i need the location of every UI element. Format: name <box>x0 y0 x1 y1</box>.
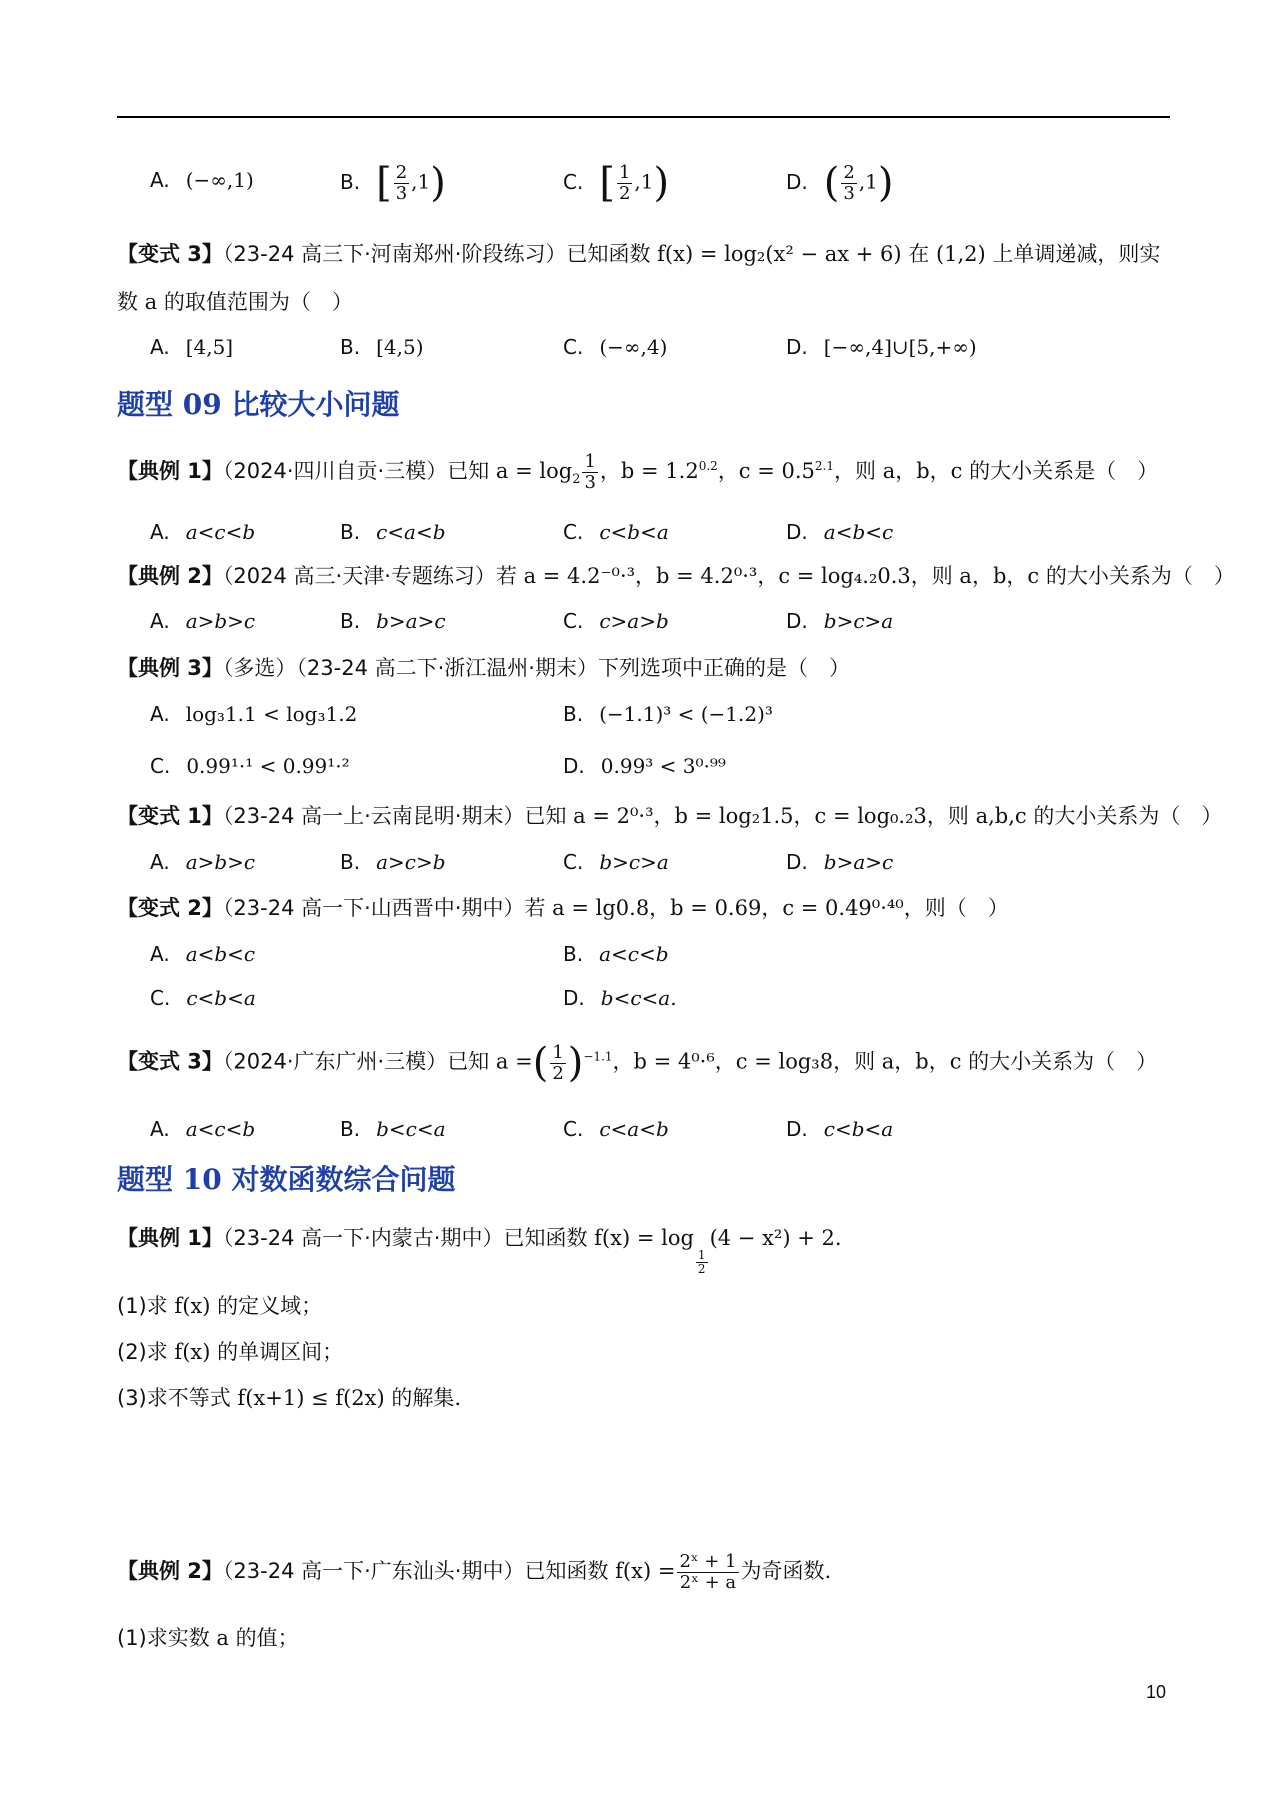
variant3-top-question: 【变式 3】（23-24 高三下·河南郑州·阶段练习）已知函数 f(x) = log₂(x² − ax + 6) 在 (1,2) 上单调递减，则实 <box>117 242 1161 266</box>
variant1-option-a: A. a>b>c <box>150 850 256 874</box>
variant2-option-a: A. a<b<c <box>150 942 256 966</box>
example1-option-d: D. a<b<c <box>786 520 894 544</box>
example2-option-a: A. a>b>c <box>150 609 256 633</box>
example2-question: 【典例 2】（2024 高三·天津·专题练习）若 a = 4.2⁻⁰·³，b = 4.2⁰·³，c = log₄.₂0.3，则 a，b，c 的大小关系为（ ） <box>117 564 1235 588</box>
variant3-top-question-line2: 数 a 的取值范围为（ ） <box>117 290 353 314</box>
variant2-option-d: D. b<c<a. <box>563 986 677 1010</box>
variant3-top-option-b: B. [4,5) <box>340 335 424 359</box>
variant1-option-c: C. b>c>a <box>563 850 669 874</box>
section-09-heading: 题型 09 比较大小问题 <box>117 388 400 421</box>
example2-option-c: C. c>a>b <box>563 609 669 633</box>
example2-option-b: B. b>a>c <box>340 609 446 633</box>
variant1-question: 【变式 1】（23-24 高一上·云南昆明·期末）已知 a = 2⁰·³，b = log₂1.5，c = log₀.₂3，则 a,b,c 的大小关系为（ ） <box>117 804 1223 828</box>
example3-option-c: C. 0.99¹·¹ < 0.99¹·² <box>150 754 350 778</box>
header-rule <box>117 116 1170 118</box>
example3-option-a: A. log₃1.1 < log₃1.2 <box>150 702 358 726</box>
prev-option-b: B. [ $\frac{2}{3}$ ,1) <box>340 160 446 206</box>
variant1-option-d: D. b>a>c <box>786 850 894 874</box>
example3-option-b: B. (−1.1)³ < (−1.2)³ <box>563 702 773 726</box>
example2-option-d: D. b>c>a <box>786 609 894 633</box>
example3-question: 【典例 3】（多选）（23-24 高二下·浙江温州·期末）下列选项中正确的是（ ） <box>117 656 850 680</box>
variant3-question: 【变式 3】（2024·广东广州·三模）已知 a =( $\frac{1}{2}$ )$^{-1.1}$，b = 4⁰·⁶，c = log₃8，则 a，b，c 的大小关系为（ ） <box>117 1040 1158 1086</box>
variant2-option-b: B. a<c<b <box>563 942 669 966</box>
example1-question: 【典例 1】（2024·四川自贡·三模）已知 $a = \log_2$ $\frac{1}{3}$ ，$b = 1.2^{0.2}$，$c = 0.5^{2.1}$，则 a，b，c 的大小关系是（ ） <box>117 451 1159 493</box>
variant3-top-option-c: C. (−∞,4) <box>563 335 668 359</box>
example1-option-c: C. c<b<a <box>563 520 669 544</box>
section10-example2-part1: (1)求实数 a 的值； <box>117 1626 299 1650</box>
variant3-option-b: B. b<c<a <box>340 1117 446 1141</box>
prev-option-a: A. (−∞,1) <box>150 168 254 192</box>
variant3-option-c: C. c<a<b <box>563 1117 669 1141</box>
section10-example2-question: 【典例 2】（23-24 高一下·广东汕头·期中）已知函数 f(x) = $\frac{\text{2ˣ + 1}}{\text{2ˣ + a}}$ 为奇函数. <box>117 1551 832 1593</box>
section10-example1-part1: (1)求 f(x) 的定义域； <box>117 1294 323 1318</box>
prev-option-c: C. [ $\frac{1}{2}$ ,1) <box>563 160 670 206</box>
example3-option-d: D. 0.99³ < 3⁰·⁹⁹ <box>563 754 726 778</box>
example1-option-a: A. a<c<b <box>150 520 256 544</box>
section10-example1-part3: (3)求不等式 f(x+1) ≤ f(2x) 的解集. <box>117 1386 462 1410</box>
section10-example1-question: 【典例 1】（23-24 高一下·内蒙古·期中）已知函数 f(x) = log $\frac{1}{2}$ (4 − x²) + 2. <box>117 1226 842 1277</box>
section10-example1-part2: (2)求 f(x) 的单调区间； <box>117 1340 344 1364</box>
variant3-option-d: D. c<b<a <box>786 1117 894 1141</box>
variant3-top-option-a: A. [4,5] <box>150 335 234 359</box>
prev-option-d: D. ( $\frac{2}{3}$ ,1) <box>786 160 894 206</box>
page-number: 10 <box>1146 1682 1167 1702</box>
section-10-heading: 题型 10 对数函数综合问题 <box>117 1163 456 1196</box>
variant3-top-option-d: D. [−∞,4]∪[5,+∞) <box>786 335 977 359</box>
variant3-option-a: A. a<c<b <box>150 1117 256 1141</box>
example1-option-b: B. c<a<b <box>340 520 446 544</box>
variant2-option-c: C. c<b<a <box>150 986 256 1010</box>
variant2-question: 【变式 2】（23-24 高一下·山西晋中·期中）若 a = lg0.8，b = 0.69，c = 0.49⁰·⁴⁰，则（ ） <box>117 896 1009 920</box>
variant1-option-b: B. a>c>b <box>340 850 446 874</box>
